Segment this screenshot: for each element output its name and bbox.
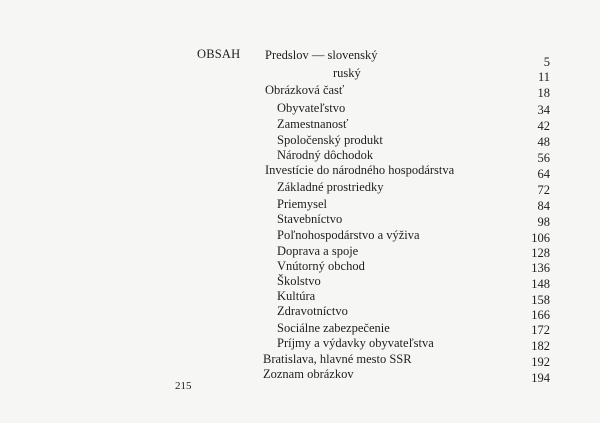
toc-entry-obrazkova-cast: Obrázková časť (265, 83, 345, 97)
toc-entry-zamestnanost: Zamestnanosť (277, 117, 349, 131)
toc-page-doprava-a-spoje: 128 (531, 246, 550, 260)
toc-page-predslov: 5 (543, 55, 550, 69)
toc-entry-doprava-a-spoje: Doprava a spoje (277, 244, 359, 258)
toc-entry-skolstvo: Školstvo (277, 274, 321, 288)
toc-page-investicie: 64 (537, 167, 550, 181)
toc-page-vnutorny-obchod: 136 (531, 261, 550, 275)
toc-heading: OBSAH (197, 47, 241, 61)
toc-entry-bratislava: Bratislava, hlavné mesto SSR (263, 352, 412, 366)
toc-page-socialne-zabezpecenie: 172 (531, 323, 550, 337)
toc-page-obrazkova-cast: 18 (537, 86, 550, 100)
toc-page-narodny-dochodok: 56 (537, 151, 550, 165)
toc-page-bratislava: 192 (531, 355, 550, 369)
toc-page-zoznam-obrazkov: 194 (531, 371, 550, 385)
toc-page-zdravotnictvo: 166 (531, 308, 550, 322)
toc-entry-prijmy-a-vydavky: Príjmy a výdavky obyvateľstva (277, 336, 434, 350)
page-number: 215 (175, 380, 192, 392)
toc-entry-investicie: Investície do národného hospodárstva (265, 163, 455, 177)
toc-entry-spolocensky-produkt: Spoločenský produkt (277, 133, 383, 147)
toc-entry-rusky: ruský (333, 66, 361, 80)
toc-entry-stavebnictvo: Stavebníctvo (277, 212, 343, 226)
toc-entry-polnohospodarstvo: Poľnohospodárstvo a výživa (277, 228, 420, 242)
toc-page-skolstvo: 148 (531, 277, 550, 291)
toc-entry-socialne-zabezpecenie: Sociálne zabezpečenie (277, 321, 390, 335)
toc-entry-zdravotnictvo: Zdravotníctvo (277, 304, 348, 318)
toc-page-polnohospodarstvo: 106 (531, 231, 550, 245)
toc-page-obyvatelstvo: 34 (537, 103, 550, 117)
toc-entry-priemysel: Priemysel (277, 197, 327, 211)
toc-page-zamestnanost: 42 (537, 119, 550, 133)
toc-entry-zakladne-prostriedky: Základné prostriedky (277, 180, 384, 194)
toc-entry-kultura: Kultúra (277, 289, 316, 303)
toc-entry-vnutorny-obchod: Vnútorný obchod (277, 259, 365, 273)
toc-page-zakladne-prostriedky: 72 (537, 183, 550, 197)
toc-page-priemysel: 84 (537, 199, 550, 213)
toc-page-stavebnictvo: 98 (537, 215, 550, 229)
toc-entry-narodny-dochodok: Národný dôchodok (277, 148, 374, 162)
toc-entry-obyvatelstvo: Obyvateľstvo (277, 101, 346, 115)
toc-entry-predslov: Predslov — slovenský (265, 48, 378, 62)
toc-page-rusky: 11 (537, 70, 550, 84)
toc-page-spolocensky-produkt: 48 (537, 135, 550, 149)
toc-page-kultura: 158 (531, 293, 550, 307)
toc-page-prijmy-a-vydavky: 182 (531, 339, 550, 353)
toc-entry-zoznam-obrazkov: Zoznam obrázkov (263, 367, 354, 381)
